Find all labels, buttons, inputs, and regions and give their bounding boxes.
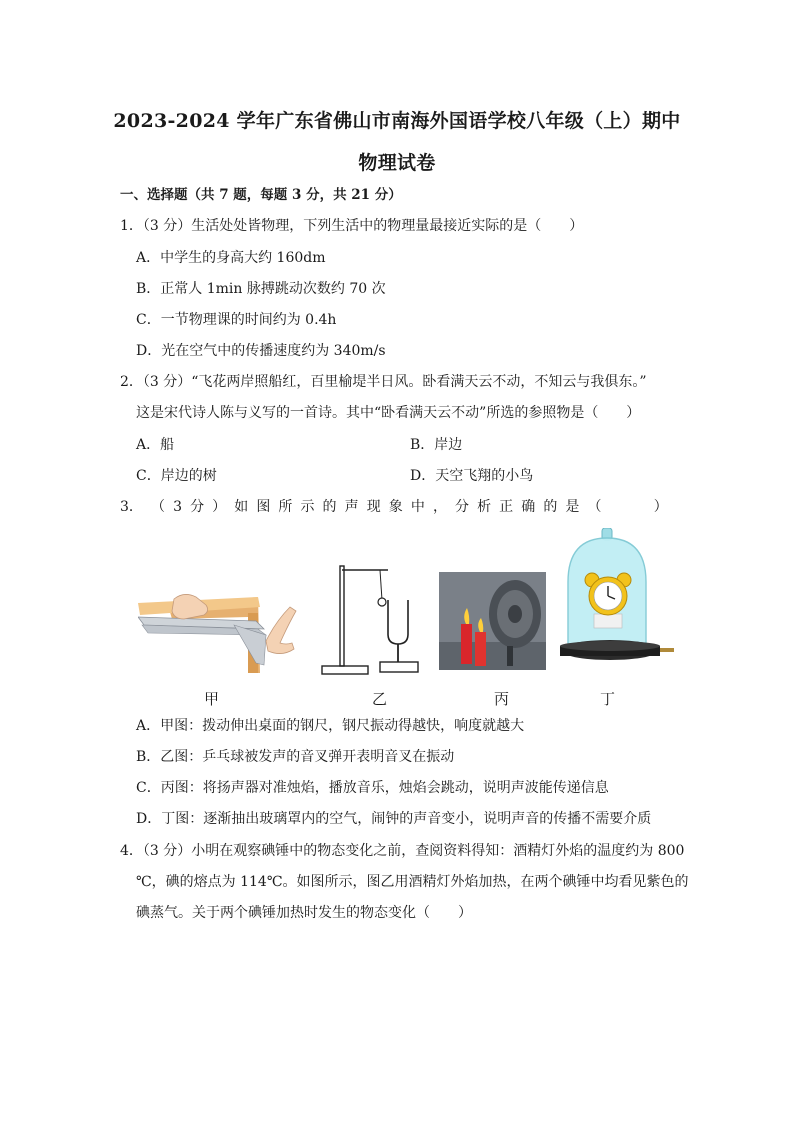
q3-stem-part: 如	[234, 499, 249, 515]
figure-ding-bell-jar-clock-illustration	[558, 528, 676, 670]
figure-caption-jia: 甲	[204, 690, 220, 708]
exam-title-line1: 2023-2024 学年广东省佛山市南海外国语学校八年级（上）期中	[113, 110, 681, 132]
figure-caption-yi: 乙	[372, 690, 388, 708]
q3-stem-part: 析	[477, 499, 492, 515]
section-heading: 一、选择题（共 7 题，每题 3 分，共 21 分）	[120, 187, 402, 203]
q3-stem-part: 分	[455, 499, 470, 515]
q1-option-d: D．光在空气中的传播速度约为 340m/s	[136, 343, 386, 359]
q3-stem-part: ，	[432, 499, 447, 515]
q3-option-c: C．丙图：将扬声器对准烛焰，播放音乐，烛焰会跳动，说明声波能传递信息	[136, 780, 609, 796]
q3-stem-part: 的	[322, 499, 337, 515]
q3-stem-part	[610, 498, 624, 516]
q4-stem-line3: 碘蒸气。关于两个碘锤加热时发生的物态变化（ ）	[136, 905, 472, 921]
q3-stem-part: ）	[653, 499, 668, 515]
q3-option-b: B．乙图：乒乓球被发声的音叉弹开表明音叉在振动	[136, 749, 455, 765]
q4-stem-line1: 4．（3 分）小明在观察碘锤中的物态变化之前，查阅资料得知：酒精灯外焰的温度约为 800	[120, 843, 685, 859]
q3-stem-part: 图	[256, 499, 271, 515]
q3-stem-part: （	[587, 499, 602, 515]
q3-stem-part: 的	[543, 499, 558, 515]
q2-option-d: D．天空飞翔的小鸟	[410, 468, 534, 484]
q3-stem-part	[632, 498, 646, 516]
q3-stem-part: 3	[173, 499, 182, 515]
q2-option-b: B．岸边	[410, 437, 463, 453]
figure-jia-ruler-illustration	[138, 585, 308, 675]
q3-stem-part: 示	[300, 499, 315, 515]
figure-caption-bing: 丙	[494, 690, 510, 708]
q1-option-b: B．正常人 1min 脉搏跳动次数约 70 次	[136, 281, 386, 297]
q1-stem: 1．（3 分）生活处处皆物理，下列生活中的物理量最接近实际的是（ ）	[120, 218, 584, 234]
q3-option-d: D．丁图：逐渐抽出玻璃罩内的空气，闹钟的声音变小，说明声音的传播不需要介质	[136, 811, 652, 827]
q4-stem-line2: ℃，碘的熔点为 114℃。如图所示，图乙用酒精灯外焰加热，在两个碘锤中均看见紫色的	[136, 874, 689, 890]
q3-stem-part: 所	[278, 499, 293, 515]
q3-stem-part: 正	[499, 499, 514, 515]
exam-title-line2: 物理试卷	[358, 152, 436, 174]
q1-option-a: A．中学生的身高大约 160dm	[136, 250, 326, 266]
q3-stem-part: 分	[190, 499, 205, 515]
figure-caption-ding: 丁	[600, 690, 616, 708]
q2-option-c: C．岸边的树	[136, 468, 217, 484]
q3-stem-part: 3．	[120, 499, 143, 515]
q3-stem-part: 现	[366, 499, 381, 515]
q3-stem-part: ）	[212, 499, 227, 515]
q3-stem-part: 声	[344, 499, 359, 515]
q3-stem-part: （	[151, 499, 165, 515]
figure-yi-tuning-fork-illustration	[318, 560, 424, 678]
q3-stem	[120, 498, 668, 516]
q3-stem-part: 中	[410, 499, 425, 515]
q3-option-a: A．甲图：拨动伸出桌面的钢尺，钢尺振动得越快，响度就越大	[136, 718, 525, 734]
q3-stem-part: 象	[388, 499, 403, 515]
q3-stem-part: 确	[521, 499, 536, 515]
q2-stem-line2: 这是宋代诗人陈与义写的一首诗。其中“卧看满天云不动”所选的参照物是（ ）	[136, 405, 641, 421]
q2-option-a: A．船	[136, 437, 175, 453]
q1-option-c: C．一节物理课的时间约为 0.4h	[136, 312, 337, 328]
q2-stem-line1: 2．（3 分）“飞花两岸照船红，百里榆堤半日风。卧看满天云不动，不知云与我俱东。”	[120, 374, 647, 390]
figure-bing-speaker-candles-photo	[439, 572, 546, 670]
q3-stem-part: 是	[565, 499, 580, 515]
